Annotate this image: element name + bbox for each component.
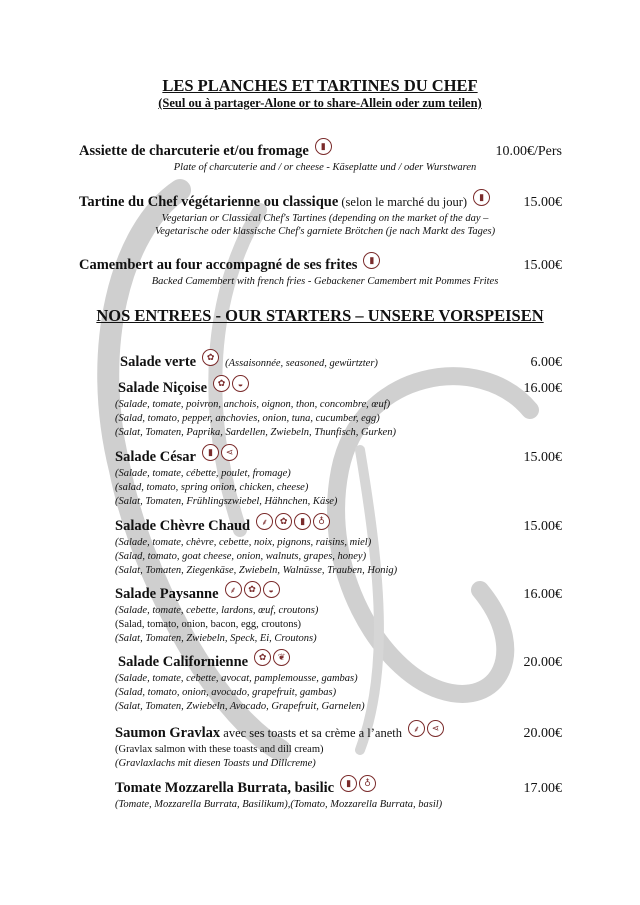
menu-item-name — [79, 194, 490, 211]
mustard-icon: ✿ — [202, 349, 219, 366]
item-price: 20.00€ — [523, 726, 562, 741]
egg-icon: ◒ — [232, 375, 249, 392]
item-description: (Salat, Tomaten, Frühlingszwiebel, Hähnchen, Käse) — [115, 496, 338, 507]
item-price: 16.00€ — [523, 587, 562, 602]
allergen-icons — [408, 720, 444, 737]
nuts-icon: ♁ — [313, 513, 330, 530]
allergen-icons — [315, 138, 332, 155]
item-description: (Salat, Tomaten, Zwiebeln, Avocado, Grapefruit, Garnelen) — [115, 701, 365, 712]
gluten-icon: ⸙ — [408, 720, 425, 737]
item-description: (Salat, Tomaten, Zwiebeln, Speck, Ei, Croutons) — [115, 633, 317, 644]
fish-icon: ⋖ — [221, 444, 238, 461]
item-price: 15.00€ — [523, 519, 562, 534]
item-description: Vegetarian or Classical Chef's Tartines (depending on the market of the day – — [161, 213, 489, 224]
allergen-icons — [202, 349, 219, 366]
item-price: 6.00€ — [530, 355, 562, 370]
item-name: Salade Niçoise — [118, 380, 208, 396]
allergen-icons — [202, 444, 238, 461]
menu-item-name — [115, 780, 376, 797]
gluten-icon: ⸙ — [256, 513, 273, 530]
item-extra: avec ses toasts et sa crème a l’aneth — [220, 726, 403, 740]
item-description: (Gravlax salmon with these toasts and dill cream) — [115, 744, 324, 755]
menu-item-name — [118, 380, 249, 397]
nuts-icon: ♁ — [359, 775, 376, 792]
menu-item-name — [115, 586, 280, 603]
item-description: (Salat, Tomaten, Ziegenkäse, Zwiebeln, Walnüsse, Trauben, Honig) — [115, 565, 398, 576]
mustard-icon: ✿ — [275, 513, 292, 530]
milk-bottle-icon: ▮ — [315, 138, 332, 155]
item-description: (Salade, tomate, poivron, anchois, oignon, thon, concombre, œuf) — [115, 399, 391, 410]
milk-bottle-icon: ▮ — [294, 513, 311, 530]
menu-item-name — [115, 449, 238, 466]
egg-icon: ◒ — [263, 581, 280, 598]
item-description: (salad, tomato, spring onion, chicken, cheese) — [115, 482, 309, 493]
gluten-icon: ⸙ — [225, 581, 242, 598]
milk-bottle-icon: ▮ — [340, 775, 357, 792]
item-description: (Salad, tomato, goat cheese, onion, walnuts, grapes, honey) — [115, 551, 367, 562]
item-price: 15.00€ — [523, 195, 562, 210]
allergen-icons — [363, 252, 380, 269]
milk-bottle-icon: ▮ — [202, 444, 219, 461]
item-name: Tomate Mozzarella Burrata, basilic — [115, 780, 335, 796]
mustard-icon: ✿ — [244, 581, 261, 598]
item-name: Salade César — [115, 449, 196, 465]
item-price: 15.00€ — [523, 258, 562, 273]
shrimp-icon: ❦ — [273, 649, 290, 666]
page-title: LES PLANCHES ET TARTINES DU CHEF — [162, 76, 478, 95]
menu-item-name — [118, 654, 290, 671]
milk-bottle-icon: ▮ — [363, 252, 380, 269]
menu-item-name — [115, 725, 444, 742]
fish-icon: ⋖ — [427, 720, 444, 737]
mustard-icon: ✿ — [254, 649, 271, 666]
mustard-icon: ✿ — [213, 375, 230, 392]
allergen-icons — [340, 775, 376, 792]
allergen-icons — [256, 513, 330, 530]
item-description: (Salad, tomato, pepper, anchovies, onion, tuna, cucumber, egg) — [115, 413, 380, 424]
page-subtitle: (Seul ou à partager-Alone or to share-Allein oder zum teilen) — [158, 96, 482, 110]
menu-item-name — [79, 143, 332, 160]
item-price: 16.00€ — [523, 381, 562, 396]
item-price: 10.00€/Pers — [495, 144, 562, 159]
section-title-starters: NOS ENTREES - OUR STARTERS – UNSERE VORSPEISEN — [96, 306, 544, 325]
item-description: (Gravlaxlachs mit diesen Toasts und Dillcreme) — [115, 758, 316, 769]
item-name: Saumon Gravlax — [115, 725, 221, 741]
item-description: (Salad, tomato, onion, bacon, egg, croutons) — [115, 619, 302, 630]
item-extra: (selon le marché du jour) — [338, 195, 468, 209]
allergen-icons — [213, 375, 249, 392]
menu-item-name — [115, 518, 330, 535]
item-description: Backed Camembert with french fries - Gebackener Camembert mit Pommes Frites — [151, 276, 499, 287]
item-description: (Salade, tomate, cebette, lardons, œuf, croutons) — [115, 605, 319, 616]
item-description: (Salade, tomate, cébette, poulet, fromage) — [115, 468, 291, 479]
item-price: 20.00€ — [523, 655, 562, 670]
item-price: 15.00€ — [523, 450, 562, 465]
menu-item-name — [79, 257, 380, 274]
item-description: (Salade, tomate, chèvre, cebette, noix, pignons, raisins, miel) — [115, 537, 372, 548]
item-name: Salade verte — [120, 354, 197, 370]
menu-item-name — [120, 354, 378, 371]
item-description: (Salad, tomato, onion, avocado, grapefruit, gambas) — [115, 687, 337, 698]
item-description: Plate of charcuterie and / or cheese - Käseplatte und / oder Wurstwaren — [173, 162, 477, 173]
item-description: (Salade, tomate, cebette, avocat, pamplemousse, gambas) — [115, 673, 358, 684]
item-description: (Salat, Tomaten, Paprika, Sardellen, Zwiebeln, Thunfisch, Gurken) — [115, 427, 396, 438]
item-description: (Tomate, Mozzarella Burrata, Basilikum),(Tomato, Mozzarella Burrata, basil) — [115, 799, 443, 810]
item-inline-desc: (Assaisonnée, seasoned, gewürtzter) — [225, 358, 378, 369]
item-name: Salade Californienne — [118, 654, 249, 670]
item-name: Salade Chèvre Chaud — [115, 518, 251, 534]
item-price: 17.00€ — [523, 781, 562, 796]
milk-bottle-icon: ▮ — [473, 189, 490, 206]
item-name: Salade Paysanne — [115, 586, 219, 602]
item-description: Vegetarische oder klassische Chef's garniete Brötchen (je nach Markt des Tages) — [154, 226, 496, 237]
allergen-icons — [225, 581, 280, 598]
item-name: Camembert au four accompagné de ses frites — [79, 257, 358, 273]
allergen-icons — [254, 649, 290, 666]
item-name: Assiette de charcuterie et/ou fromage — [79, 143, 309, 159]
item-name: Tartine du Chef végétarienne ou classique — [79, 194, 339, 210]
